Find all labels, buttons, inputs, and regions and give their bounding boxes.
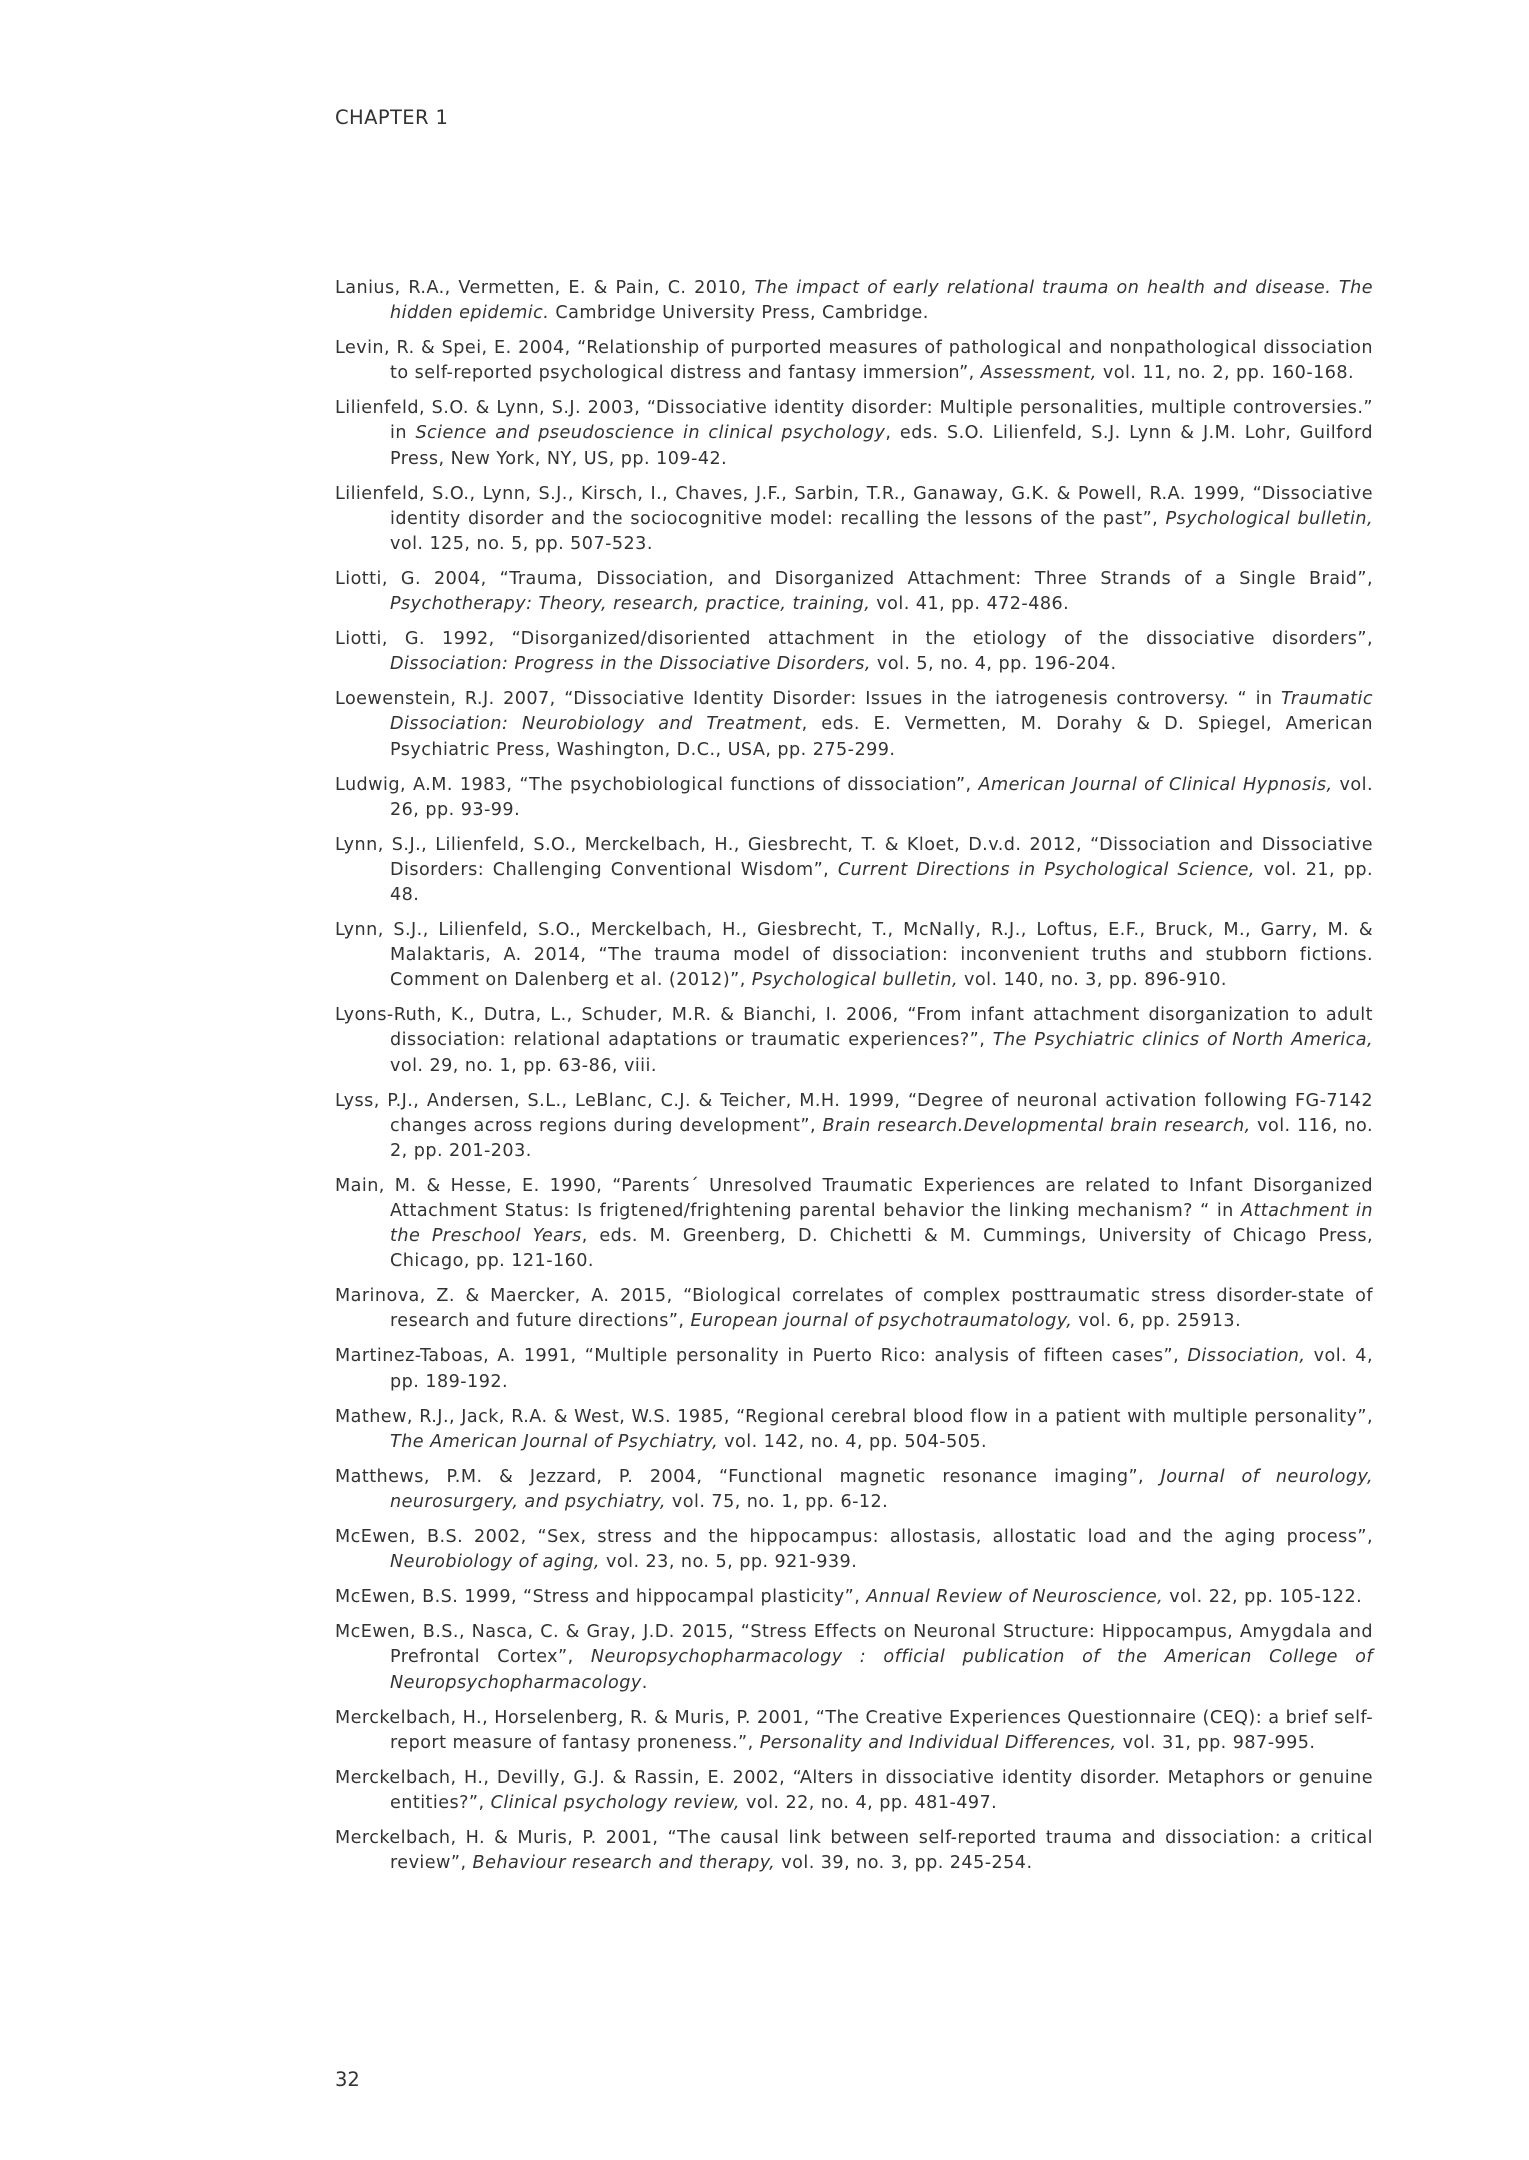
reference-source-title: Psychological bulletin,	[751, 970, 959, 991]
reference-item	[335, 1089, 1373, 1164]
reference-item	[335, 482, 1373, 557]
reference-text: McEwen, B.S. 2002, “Sex, stress and the hippocampus: allostasis, allostatic load and the aging process”,	[335, 1527, 1373, 1548]
reference-details: vol. 142, no. 4, pp. 504-505.	[718, 1431, 988, 1452]
page-number: 32	[335, 2068, 360, 2091]
reference-item	[335, 627, 1373, 677]
reference-details: vol. 23, no. 5, pp. 921-939.	[599, 1552, 858, 1573]
reference-details: vol. 22, no. 4, pp. 481-497.	[739, 1792, 998, 1813]
reference-text: McEwen, B.S., Nasca, C. & Gray, J.D. 2015, “Stress Effects on Neuronal Structure: Hippocampus, Amygdala and Prefrontal Cortex”,	[335, 1622, 1373, 1668]
reference-details: vol. 75, no. 1, pp. 6-12.	[665, 1491, 889, 1512]
reference-item	[335, 1405, 1373, 1455]
reference-item	[335, 1525, 1373, 1575]
reference-source-title: The American Journal of Psychiatry,	[390, 1431, 719, 1452]
reference-details: vol. 21, pp. 48.	[390, 859, 1373, 905]
reference-list	[335, 276, 1373, 1886]
reference-source-title: Dissociation: Progress in the Dissociative Disorders,	[390, 654, 871, 675]
reference-text: Liotti, G. 2004, “Trauma, Dissociation, and Disorganized Attachment: Three Strands of a Single Braid”,	[335, 568, 1373, 589]
reference-source-title: Science and pseudoscience in clinical psychology	[415, 423, 886, 444]
reference-text: Mathew, R.J., Jack, R.A. & West, W.S. 1985, “Regional cerebral blood flow in a patient with multiple personality”,	[335, 1406, 1373, 1427]
reference-item	[335, 396, 1373, 471]
reference-source-title: Annual Review of Neuroscience,	[866, 1587, 1164, 1608]
reference-item	[335, 1344, 1373, 1394]
reference-details: Cambridge University Press, Cambridge.	[549, 303, 929, 324]
reference-item	[335, 1826, 1373, 1876]
reference-source-title: American Journal of Clinical Hypnosis,	[978, 774, 1333, 795]
reference-item	[335, 1003, 1373, 1078]
chapter-label: CHAPTER 1	[335, 106, 449, 129]
reference-item	[335, 1766, 1373, 1816]
reference-item	[335, 336, 1373, 386]
reference-text: Lynn, S.J., Lilienfeld, S.O., Merckelbach, H., Giesbrecht, T. & Kloet, D.v.d. 2012, “Dissociation and Dissociative Disorders: Challenging Conventional Wisdom”,	[335, 834, 1373, 880]
reference-source-title: The impact of early relational trauma on health and disease. The hidden epidemic.	[390, 278, 1374, 324]
reference-details: .	[641, 1672, 648, 1693]
reference-details: vol. 6, pp. 25913.	[1072, 1311, 1242, 1332]
reference-item	[335, 773, 1373, 823]
reference-details: vol. 11, no. 2, pp. 160-168.	[1096, 363, 1355, 384]
reference-source-title: Attachment in the Preschool Years	[390, 1201, 1374, 1247]
reference-item	[335, 1706, 1373, 1756]
reference-text: Ludwig, A.M. 1983, “The psychobiological functions of dissociation”,	[335, 774, 979, 795]
reference-text: Levin, R. & Spei, E. 2004, “Relationship of purported measures of pathological and nonpathological dissociation to self-reported psychological distress and fantasy immersion”,	[335, 338, 1373, 384]
reference-text: Merckelbach, H. & Muris, P. 2001, “The causal link between self-reported trauma and dissociation: a critical review”,	[335, 1827, 1373, 1874]
reference-text: Main, M. & Hesse, E. 1990, “Parents´ Unresolved Traumatic Experiences are related to Infant Disorganized Attachment Status: Is frigtened/frightening parental behavior the linking mechanism? “ in	[335, 1175, 1373, 1221]
reference-details: vol. 5, no. 4, pp. 196-204.	[870, 654, 1117, 675]
reference-source-title: Personality and Individual Differences,	[759, 1732, 1117, 1753]
reference-text: McEwen, B.S. 1999, “Stress and hippocampal plasticity”,	[335, 1587, 867, 1608]
reference-source-title: The Psychiatric clinics of North America,	[992, 1030, 1373, 1051]
reference-text: Lilienfeld, S.O. & Lynn, S.J. 2003, “Dissociative identity disorder: Multiple personalities, multiple controversies.” in	[335, 398, 1373, 444]
reference-text: Merckelbach, H., Horselenberg, R. & Muris, P. 2001, “The Creative Experiences Questionnaire (CEQ): a brief self-report measure of fantasy proneness.”,	[335, 1707, 1373, 1753]
reference-source-title: Clinical psychology review,	[490, 1792, 740, 1813]
reference-details: , eds. S.O. Lilienfeld, S.J. Lynn & J.M. Lohr, Guilford Press, New York, NY, US, pp. 109-42.	[390, 423, 1373, 469]
reference-text: Merckelbach, H., Devilly, G.J. & Rassin, E. 2002, “Alters in dissociative identity disorder. Metaphors or genuine entities?”,	[335, 1767, 1373, 1813]
reference-details: vol. 140, no. 3, pp. 896-910.	[958, 970, 1227, 991]
reference-details: vol. 26, pp. 93-99.	[390, 774, 1374, 820]
reference-source-title: Dissociation,	[1187, 1346, 1306, 1367]
reference-item	[335, 1174, 1373, 1274]
reference-text: Marinova, Z. & Maercker, A. 2015, “Biological correlates of complex posttraumatic stress disorder-state of research and future directions”,	[335, 1286, 1373, 1332]
reference-details: , eds. M. Greenberg, D. Chichetti & M. Cummings, University of Chicago Press, Chicago, pp. 121-160.	[390, 1226, 1373, 1272]
reference-source-title: Behaviour research and therapy,	[472, 1853, 776, 1874]
reference-source-title: Neuropsychopharmacology : official publication of the American College of Neuropsychopharmacology	[390, 1647, 1373, 1693]
reference-item	[335, 1284, 1373, 1334]
reference-details: vol. 4, pp. 189-192.	[390, 1346, 1373, 1392]
reference-item	[335, 687, 1373, 762]
reference-source-title: Brain research.Developmental brain research,	[822, 1115, 1251, 1136]
reference-item	[335, 1465, 1373, 1515]
reference-item	[335, 833, 1373, 908]
reference-details: vol. 125, no. 5, pp. 507-523.	[390, 533, 653, 554]
reference-details: , eds. E. Vermetten, M. Dorahy & D. Spiegel, American Psychiatric Press, Washington, D.C., USA, pp. 275-299.	[390, 714, 1374, 760]
reference-text: Lynn, S.J., Lilienfeld, S.O., Merckelbach, H., Giesbrecht, T., McNally, R.J., Loftus, E.F., Bruck, M., Garry, M. & Malaktaris, A. 2014, “The trauma model of dissociation: inconvenient truths and stubborn fictions. Comment on Dalenberg et al. (2012)”,	[335, 920, 1373, 991]
reference-text: Loewenstein, R.J. 2007, “Dissociative Identity Disorder: Issues in the iatrogenesis controversy. “ in	[335, 689, 1282, 710]
reference-text: Lyons-Ruth, K., Dutra, L., Schuder, M.R. & Bianchi, I. 2006, “From infant attachment disorganization to adult dissociation: relational adaptations or traumatic experiences?”,	[335, 1005, 1373, 1051]
reference-source-title: Current Directions in Psychological Science,	[837, 859, 1255, 880]
reference-source-title: European journal of psychotraumatology,	[690, 1311, 1073, 1332]
reference-details: vol. 39, no. 3, pp. 245-254.	[775, 1853, 1033, 1874]
reference-item	[335, 918, 1373, 993]
reference-source-title: Psychotherapy: Theory, research, practice, training,	[390, 594, 871, 615]
reference-details: vol. 31, pp. 987-995.	[1116, 1732, 1316, 1753]
reference-text: Matthews, P.M. & Jezzard, P. 2004, “Functional magnetic resonance imaging”,	[335, 1466, 1161, 1487]
reference-source-title: Traumatic Dissociation: Neurobiology and Treatment	[390, 689, 1373, 735]
reference-text: Lyss, P.J., Andersen, S.L., LeBlanc, C.J. & Teicher, M.H. 1999, “Degree of neuronal activation following FG-7142 changes across regions during development”,	[335, 1090, 1373, 1136]
reference-source-title: Journal of neurology, neurosurgery, and psychiatry,	[390, 1466, 1373, 1512]
reference-text: Lilienfeld, S.O., Lynn, S.J., Kirsch, I., Chaves, J.F., Sarbin, T.R., Ganaway, G.K. & Powell, R.A. 1999, “Dissociative identity disorder and the sociocognitive model: recalling the lessons of the past”,	[335, 483, 1373, 529]
reference-item	[335, 1620, 1373, 1695]
reference-text: Martinez-Taboas, A. 1991, “Multiple personality in Puerto Rico: analysis of fifteen cases”,	[335, 1346, 1188, 1367]
reference-source-title: Psychological bulletin,	[1165, 508, 1373, 529]
reference-source-title: Assessment,	[980, 363, 1097, 384]
reference-item	[335, 276, 1373, 326]
reference-item	[335, 1585, 1373, 1610]
reference-text: Lanius, R.A., Vermetten, E. & Pain, C. 2010,	[335, 278, 755, 298]
reference-details: vol. 22, pp. 105-122.	[1163, 1587, 1363, 1608]
reference-item	[335, 567, 1373, 617]
reference-details: vol. 41, pp. 472-486.	[870, 594, 1070, 615]
reference-details: vol. 29, no. 1, pp. 63-86, viii.	[390, 1055, 657, 1076]
reference-source-title: Neurobiology of aging,	[390, 1552, 600, 1573]
reference-text: Liotti, G. 1992, “Disorganized/disoriented attachment in the etiology of the dissociative disorders”,	[335, 629, 1373, 650]
reference-details: vol. 116, no. 2, pp. 201-203.	[390, 1115, 1373, 1161]
